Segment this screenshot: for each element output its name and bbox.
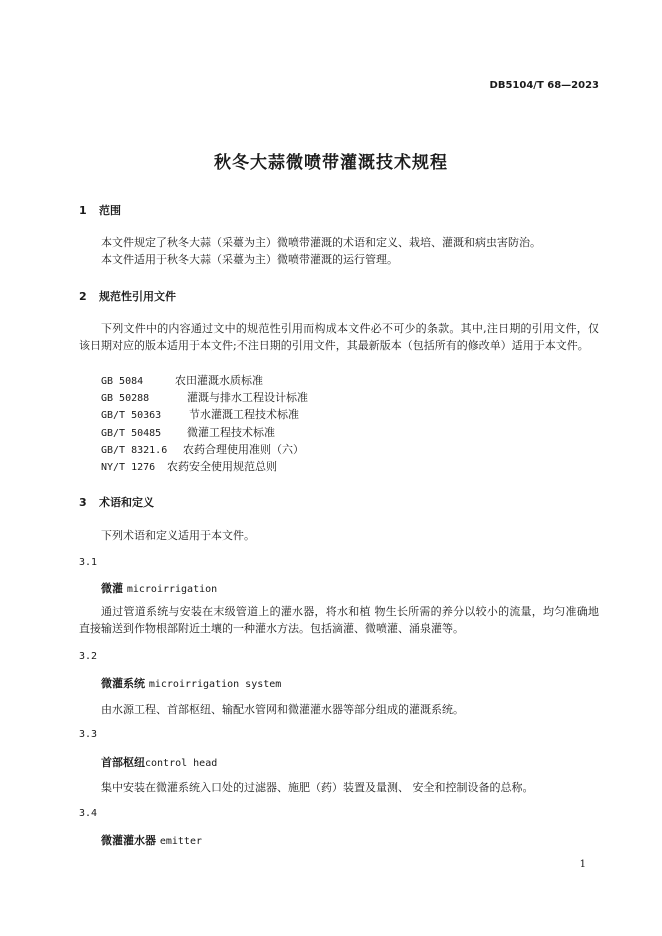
term-cn: 首部枢纽 xyxy=(101,756,145,769)
subsection-number: 3.3 xyxy=(79,729,98,740)
reference-code: GB 50288 xyxy=(101,393,150,404)
subsection-number: 3.4 xyxy=(79,808,98,819)
reference-title: 农田灌溉水质标准 xyxy=(175,374,263,387)
reference-title: 灌溉与排水工程设计标准 xyxy=(187,391,308,404)
section-heading-terms xyxy=(79,494,154,510)
section-heading-scope xyxy=(79,202,121,218)
reference-code: GB 5084 xyxy=(101,376,144,387)
paragraph: 本文件规定了秋冬大蒜（采薹为主）微喷带灌溉的术语和定义、栽培、灌溉和病虫害防治。 xyxy=(101,236,541,249)
reference-item xyxy=(101,406,299,422)
subsection-number: 3.2 xyxy=(79,651,98,662)
reference-code: NY/T 1276 xyxy=(101,462,156,473)
reference-title: 微灌工程技术标准 xyxy=(187,426,275,439)
reference-title: 节水灌溉工程技术标准 xyxy=(189,408,299,421)
term-cn: 微灌灌水器 xyxy=(101,834,156,847)
reference-code: GB/T 50485 xyxy=(101,428,162,439)
reference-item xyxy=(101,424,275,440)
reference-item xyxy=(101,372,263,388)
section-title: 术语和定义 xyxy=(99,496,154,509)
term-definition: 通过管道系统与安装在末级管道上的灌水器，将水和植 物生长所需的养分以较小的流量，均匀准确地直接输送到作物根部附近土壤的一种灌水方法。包括滴灌、微喷灌、涌泉灌等。 xyxy=(79,605,599,635)
page-number: 1 xyxy=(579,859,586,870)
subsection-number: 3.1 xyxy=(79,557,98,568)
term-en: microirrigation xyxy=(126,584,218,595)
reference-item xyxy=(101,458,277,474)
term-heading xyxy=(101,754,217,770)
page-title: 秋冬大蒜微喷带灌溉技术规程 xyxy=(214,153,448,173)
section-heading-normative xyxy=(79,288,176,304)
term-cn: 微灌系统 xyxy=(101,677,145,690)
term-heading xyxy=(101,832,202,848)
reference-title: 农药合理使用准则（六） xyxy=(183,443,304,456)
section-number: 3 xyxy=(79,496,87,509)
paragraph: 下列文件中的内容通过文中的规范性引用而构成本文件必不可少的条款。其中,注日期的引用文件，仅该日期对应的版本适用于本文件;不注日期的引用文件，其最新版本（包括所有的修改单）适用于本文件。 xyxy=(79,322,599,352)
section-number: 2 xyxy=(79,290,87,303)
reference-code: GB/T 50363 xyxy=(101,410,162,421)
document-number: DB5104/T 68—2023 xyxy=(489,80,599,91)
term-en: emitter xyxy=(159,836,202,847)
term-en: microirrigation system xyxy=(148,679,282,690)
term-heading xyxy=(101,675,281,691)
section-title: 范围 xyxy=(99,204,121,217)
term-definition: 由水源工程、首部枢纽、输配水管网和微灌灌水器等部分组成的灌溉系统。 xyxy=(101,703,464,716)
reference-item xyxy=(101,389,308,405)
term-cn: 微灌 xyxy=(101,582,123,595)
paragraph: 下列术语和定义适用于本文件。 xyxy=(101,529,255,542)
term-heading xyxy=(101,580,217,596)
term-definition: 集中安装在微灌系统入口处的过滤器、施肥（药）装置及量测、 安全和控制设备的总称。 xyxy=(101,781,534,794)
paragraph: 本文件适用于秋冬大蒜（采薹为主）微喷带灌溉的运行管理。 xyxy=(101,253,398,266)
reference-code: GB/T 8321.6 xyxy=(101,445,168,456)
section-number: 1 xyxy=(79,204,87,217)
reference-title: 农药安全使用规范总则 xyxy=(167,460,277,473)
reference-item xyxy=(101,441,304,457)
term-en: control head xyxy=(145,758,218,769)
section-title: 规范性引用文件 xyxy=(99,290,176,303)
